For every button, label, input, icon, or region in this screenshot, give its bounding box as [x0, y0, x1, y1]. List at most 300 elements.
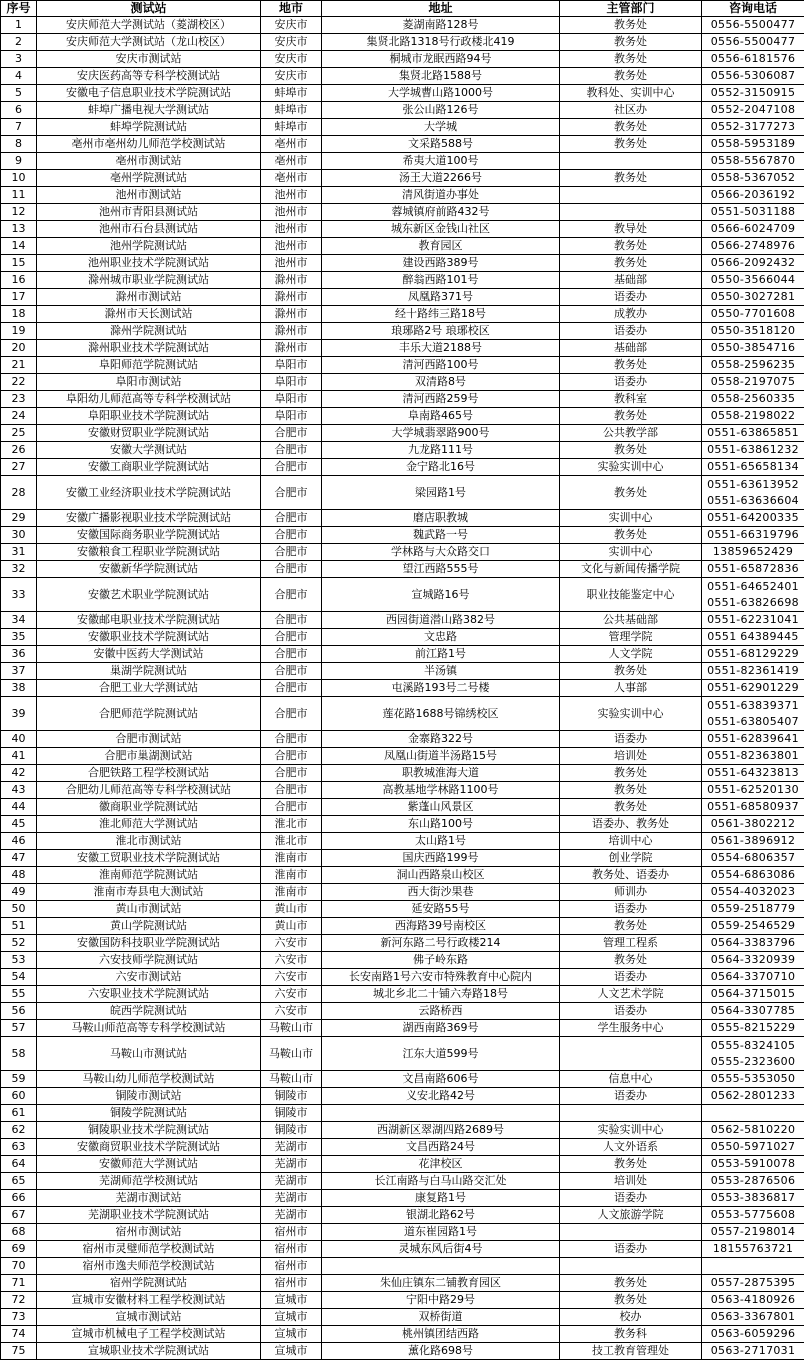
table-row — [1, 289, 804, 306]
cell-address: 文忠路 — [322, 629, 560, 646]
cell-no: 10 — [1, 170, 37, 187]
table-row — [1, 204, 804, 221]
cell-department: 教务处 — [560, 119, 702, 136]
cell-no: 14 — [1, 238, 37, 255]
cell-site: 合肥市巢湖测试站 — [37, 748, 261, 765]
cell-city: 池州市 — [261, 255, 322, 272]
cell-phone: 0551-68129229 — [702, 646, 804, 663]
cell-phone: 0555-8215229 — [702, 1020, 804, 1037]
cell-city: 蚌埠市 — [261, 119, 322, 136]
cell-site: 黄山市测试站 — [37, 901, 261, 918]
cell-address: 清河西路259号 — [322, 391, 560, 408]
table-row — [1, 646, 804, 663]
cell-address: 长江南路与白马山路交汇处 — [322, 1173, 560, 1190]
table-row — [1, 612, 804, 629]
cell-no: 1 — [1, 17, 37, 34]
cell-site: 滁州职业技术学院测试站 — [37, 340, 261, 357]
cell-department: 管理学院 — [560, 629, 702, 646]
cell-department: 文化与新闻传播学院 — [560, 561, 702, 578]
cell-city: 马鞍山市 — [261, 1020, 322, 1037]
cell-city: 池州市 — [261, 221, 322, 238]
cell-city: 亳州市 — [261, 170, 322, 187]
cell-site: 安徽中医药大学测试站 — [37, 646, 261, 663]
cell-phone: 0558-5953189 — [702, 136, 804, 153]
header-phone: 咨询电话 — [702, 1, 804, 17]
cell-department: 培训处 — [560, 1173, 702, 1190]
cell-address: 道东崔园路1号 — [322, 1224, 560, 1241]
cell-address: 薰化路698号 — [322, 1343, 560, 1360]
cell-city: 六安市 — [261, 986, 322, 1003]
cell-site: 滁州学院测试站 — [37, 323, 261, 340]
cell-site: 宣城职业技术学院测试站 — [37, 1343, 261, 1360]
table-row — [1, 442, 804, 459]
cell-site: 安徽师范大学测试站 — [37, 1156, 261, 1173]
cell-phone: 0564-3715015 — [702, 986, 804, 1003]
cell-city: 合肥市 — [261, 629, 322, 646]
cell-phone: 0551-62231041 — [702, 612, 804, 629]
cell-no: 48 — [1, 867, 37, 884]
cell-department: 人文艺术学院 — [560, 986, 702, 1003]
cell-city: 合肥市 — [261, 799, 322, 816]
cell-department — [560, 204, 702, 221]
table-row — [1, 850, 804, 867]
cell-site: 蚌埠广播电视大学测试站 — [37, 102, 261, 119]
cell-site: 芜湖市测试站 — [37, 1190, 261, 1207]
cell-no: 55 — [1, 986, 37, 1003]
cell-phone: 0551-62520130 — [702, 782, 804, 799]
cell-city: 池州市 — [261, 187, 322, 204]
table-row — [1, 1275, 804, 1292]
cell-city: 宿州市 — [261, 1241, 322, 1258]
cell-department — [560, 1037, 702, 1071]
cell-phone: 0566-2092432 — [702, 255, 804, 272]
cell-city: 滁州市 — [261, 289, 322, 306]
cell-city: 芜湖市 — [261, 1173, 322, 1190]
cell-address: 丰乐大道2188号 — [322, 340, 560, 357]
cell-address: 金宁路北16号 — [322, 459, 560, 476]
cell-address: 菱湖南路128号 — [322, 17, 560, 34]
cell-city: 亳州市 — [261, 153, 322, 170]
cell-address: 延安路55号 — [322, 901, 560, 918]
cell-phone: 0566-2748976 — [702, 238, 804, 255]
cell-department: 基础部 — [560, 340, 702, 357]
cell-department: 实验实训中心 — [560, 1122, 702, 1139]
cell-phone: 0551-63861232 — [702, 442, 804, 459]
cell-department: 教务处 — [560, 476, 702, 510]
cell-phone: 0551-68580937 — [702, 799, 804, 816]
cell-no: 68 — [1, 1224, 37, 1241]
cell-department: 教务处 — [560, 51, 702, 68]
cell-department: 教务处 — [560, 68, 702, 85]
cell-no: 63 — [1, 1139, 37, 1156]
cell-phone: 0551-63865851 — [702, 425, 804, 442]
cell-city: 宿州市 — [261, 1275, 322, 1292]
table-row — [1, 255, 804, 272]
cell-phone: 0561-3896912 — [702, 833, 804, 850]
cell-no: 58 — [1, 1037, 37, 1071]
cell-address: 希夷大道100号 — [322, 153, 560, 170]
cell-department: 教务处 — [560, 1156, 702, 1173]
cell-site: 安庆师范大学测试站（菱湖校区） — [37, 17, 261, 34]
cell-address: 九龙路111号 — [322, 442, 560, 459]
cell-no: 34 — [1, 612, 37, 629]
cell-address — [322, 1105, 560, 1122]
cell-city: 蚌埠市 — [261, 102, 322, 119]
cell-no: 62 — [1, 1122, 37, 1139]
cell-department: 教务处 — [560, 255, 702, 272]
cell-phone: 0566-6024709 — [702, 221, 804, 238]
cell-city: 合肥市 — [261, 697, 322, 731]
cell-address: 朱仙庄镇东二铺教育园区 — [322, 1275, 560, 1292]
table-row — [1, 629, 804, 646]
table-body — [1, 17, 804, 1360]
cell-address: 文昌西路24号 — [322, 1139, 560, 1156]
cell-city: 淮南市 — [261, 867, 322, 884]
cell-no: 45 — [1, 816, 37, 833]
cell-phone: 0551 64389445 — [702, 629, 804, 646]
cell-department: 师训办 — [560, 884, 702, 901]
cell-address: 佛子岭东路 — [322, 952, 560, 969]
cell-address: 云路桥西 — [322, 1003, 560, 1020]
cell-no: 74 — [1, 1326, 37, 1343]
cell-site: 铜陵职业技术学院测试站 — [37, 1122, 261, 1139]
cell-city: 宿州市 — [261, 1258, 322, 1275]
cell-address: 西海路39号南校区 — [322, 918, 560, 935]
cell-address: 紫蓬山风景区 — [322, 799, 560, 816]
cell-address: 屯溪路193号二号楼 — [322, 680, 560, 697]
table-header-row — [1, 1, 804, 17]
cell-phone: 0551-64323813 — [702, 765, 804, 782]
cell-department: 语委办、教务处 — [560, 816, 702, 833]
cell-no: 56 — [1, 1003, 37, 1020]
cell-no: 5 — [1, 85, 37, 102]
cell-city: 阜阳市 — [261, 374, 322, 391]
cell-address: 职教城淮海大道 — [322, 765, 560, 782]
cell-site: 安庆市测试站 — [37, 51, 261, 68]
table-row — [1, 901, 804, 918]
table-row — [1, 816, 804, 833]
cell-address: 江东大道599号 — [322, 1037, 560, 1071]
cell-site: 蚌埠学院测试站 — [37, 119, 261, 136]
cell-department: 教导处 — [560, 221, 702, 238]
cell-no: 61 — [1, 1105, 37, 1122]
cell-phone: 0552-2047108 — [702, 102, 804, 119]
cell-no: 2 — [1, 34, 37, 51]
cell-site: 阜阳职业技术学院测试站 — [37, 408, 261, 425]
cell-department — [560, 187, 702, 204]
cell-city: 池州市 — [261, 204, 322, 221]
cell-department: 职业技能鉴定中心 — [560, 578, 702, 612]
table-row — [1, 1309, 804, 1326]
cell-phone: 0556-5500477 — [702, 34, 804, 51]
cell-site: 六安技师学院测试站 — [37, 952, 261, 969]
cell-phone: 0558-2560335 — [702, 391, 804, 408]
cell-department: 语委办 — [560, 901, 702, 918]
cell-address: 琅琊路2号 琅琊校区 — [322, 323, 560, 340]
cell-site: 宣城市安徽材料工程学校测试站 — [37, 1292, 261, 1309]
cell-city: 阜阳市 — [261, 391, 322, 408]
cell-no: 41 — [1, 748, 37, 765]
cell-no: 69 — [1, 1241, 37, 1258]
cell-city: 淮南市 — [261, 850, 322, 867]
table-row — [1, 986, 804, 1003]
cell-phone: 0555-5353050 — [702, 1071, 804, 1088]
cell-city: 安庆市 — [261, 34, 322, 51]
table-row — [1, 782, 804, 799]
cell-city: 滁州市 — [261, 306, 322, 323]
cell-site: 合肥铁路工程学校测试站 — [37, 765, 261, 782]
table-row — [1, 918, 804, 935]
cell-department: 教务处 — [560, 527, 702, 544]
cell-department: 信息中心 — [560, 1071, 702, 1088]
cell-no: 35 — [1, 629, 37, 646]
cell-site: 马鞍山幼儿师范学校测试站 — [37, 1071, 261, 1088]
cell-no: 47 — [1, 850, 37, 867]
cell-site: 宿州市测试站 — [37, 1224, 261, 1241]
cell-city: 滁州市 — [261, 272, 322, 289]
cell-no: 31 — [1, 544, 37, 561]
cell-site: 铜陵市测试站 — [37, 1088, 261, 1105]
cell-address: 魏武路一号 — [322, 527, 560, 544]
cell-department: 管理工程系 — [560, 935, 702, 952]
table-row — [1, 408, 804, 425]
table-row — [1, 136, 804, 153]
cell-phone: 0556-6181576 — [702, 51, 804, 68]
table-row — [1, 323, 804, 340]
header-department: 主管部门 — [560, 1, 702, 17]
table-row — [1, 663, 804, 680]
cell-site: 淮北师范大学测试站 — [37, 816, 261, 833]
cell-no: 26 — [1, 442, 37, 459]
cell-address: 太山路1号 — [322, 833, 560, 850]
cell-address: 集贤北路1588号 — [322, 68, 560, 85]
table-row — [1, 459, 804, 476]
cell-phone: 0557-2875395 — [702, 1275, 804, 1292]
cell-no: 60 — [1, 1088, 37, 1105]
cell-department: 实验实训中心 — [560, 459, 702, 476]
cell-phone: 0551-5031188 — [702, 204, 804, 221]
cell-city: 合肥市 — [261, 561, 322, 578]
cell-phone: 0550-3854716 — [702, 340, 804, 357]
cell-no: 49 — [1, 884, 37, 901]
cell-department: 教务处 — [560, 357, 702, 374]
cell-no: 13 — [1, 221, 37, 238]
cell-site: 合肥工业大学测试站 — [37, 680, 261, 697]
cell-no: 20 — [1, 340, 37, 357]
cell-no: 59 — [1, 1071, 37, 1088]
cell-city: 黄山市 — [261, 918, 322, 935]
table-row — [1, 1071, 804, 1088]
cell-address: 磨店职教城 — [322, 510, 560, 527]
header-site: 测试站 — [37, 1, 261, 17]
cell-address: 建设西路389号 — [322, 255, 560, 272]
table-row — [1, 1241, 804, 1258]
cell-address: 望江西路555号 — [322, 561, 560, 578]
table-row — [1, 391, 804, 408]
cell-phone: 0558-2197075 — [702, 374, 804, 391]
cell-site: 池州市青阳县测试站 — [37, 204, 261, 221]
table-row — [1, 561, 804, 578]
cell-department: 教务处 — [560, 799, 702, 816]
cell-department: 语委办 — [560, 1190, 702, 1207]
cell-address: 城北乡北二十铺六寿路18号 — [322, 986, 560, 1003]
cell-address: 教育园区 — [322, 238, 560, 255]
cell-address: 集贤北路1318号行政楼北419 — [322, 34, 560, 51]
cell-phone: 0563-3367801 — [702, 1309, 804, 1326]
cell-address: 醉翁西路101号 — [322, 272, 560, 289]
cell-address: 国庆西路199号 — [322, 850, 560, 867]
table-row — [1, 1088, 804, 1105]
cell-department: 教务处 — [560, 952, 702, 969]
cell-site: 安徽商贸职业技术学院测试站 — [37, 1139, 261, 1156]
cell-city: 芜湖市 — [261, 1139, 322, 1156]
header-city: 地市 — [261, 1, 322, 17]
cell-department: 语委办 — [560, 731, 702, 748]
cell-site: 淮南师范学院测试站 — [37, 867, 261, 884]
cell-city: 铜陵市 — [261, 1122, 322, 1139]
cell-department: 教务处 — [560, 442, 702, 459]
cell-no: 27 — [1, 459, 37, 476]
cell-department: 教务处 — [560, 782, 702, 799]
cell-city: 淮北市 — [261, 833, 322, 850]
table-row — [1, 1207, 804, 1224]
table-row — [1, 527, 804, 544]
cell-no: 29 — [1, 510, 37, 527]
table-row — [1, 935, 804, 952]
cell-department: 教务处 — [560, 170, 702, 187]
cell-city: 合肥市 — [261, 646, 322, 663]
cell-address: 半汤镇 — [322, 663, 560, 680]
cell-address: 桐城市龙眠西路94号 — [322, 51, 560, 68]
cell-phone: 0558-5567870 — [702, 153, 804, 170]
cell-address: 阜南路465号 — [322, 408, 560, 425]
table-row — [1, 867, 804, 884]
cell-city: 铜陵市 — [261, 1105, 322, 1122]
cell-department: 实训中心 — [560, 544, 702, 561]
cell-department: 语委办 — [560, 1241, 702, 1258]
table-row — [1, 1173, 804, 1190]
cell-department: 教务处 — [560, 765, 702, 782]
cell-city: 合肥市 — [261, 459, 322, 476]
table-row — [1, 1037, 804, 1071]
cell-no: 57 — [1, 1020, 37, 1037]
cell-city: 淮南市 — [261, 884, 322, 901]
cell-phone: 0551-64200335 — [702, 510, 804, 527]
cell-site: 安徽粮食工程职业学院测试站 — [37, 544, 261, 561]
cell-department: 校办 — [560, 1309, 702, 1326]
cell-department: 语委办 — [560, 374, 702, 391]
cell-address: 清河西路100号 — [322, 357, 560, 374]
cell-site: 池州职业技术学院测试站 — [37, 255, 261, 272]
cell-department: 教务处 — [560, 1275, 702, 1292]
cell-city: 六安市 — [261, 952, 322, 969]
cell-phone: 0551-64652401 0551-63826698 — [702, 578, 804, 612]
cell-address: 西大街沙果巷 — [322, 884, 560, 901]
cell-address: 城东新区金钱山社区 — [322, 221, 560, 238]
cell-phone: 0553-5910078 — [702, 1156, 804, 1173]
cell-site: 芜湖职业技术学院测试站 — [37, 1207, 261, 1224]
table-row — [1, 1292, 804, 1309]
cell-site: 安庆师范大学测试站（龙山校区） — [37, 34, 261, 51]
table-row — [1, 119, 804, 136]
cell-site: 徽商职业学院测试站 — [37, 799, 261, 816]
cell-city: 蚌埠市 — [261, 85, 322, 102]
table-row — [1, 425, 804, 442]
table-row — [1, 578, 804, 612]
cell-no: 37 — [1, 663, 37, 680]
header-no: 序号 — [1, 1, 37, 17]
cell-phone: 0564-3320939 — [702, 952, 804, 969]
cell-city: 池州市 — [261, 238, 322, 255]
cell-site: 滁州市测试站 — [37, 289, 261, 306]
cell-city: 合肥市 — [261, 442, 322, 459]
cell-department: 技工教育管理处 — [560, 1343, 702, 1360]
table-row — [1, 170, 804, 187]
cell-department: 语委办 — [560, 323, 702, 340]
cell-no: 8 — [1, 136, 37, 153]
cell-site: 安徽工业经济职业技术学院测试站 — [37, 476, 261, 510]
cell-department: 实训中心 — [560, 510, 702, 527]
cell-address: 大学城曹山路1000号 — [322, 85, 560, 102]
cell-phone: 0564-3383796 — [702, 935, 804, 952]
cell-site: 黄山学院测试站 — [37, 918, 261, 935]
table-row — [1, 969, 804, 986]
cell-city: 宿州市 — [261, 1224, 322, 1241]
cell-no: 21 — [1, 357, 37, 374]
cell-city: 宣城市 — [261, 1292, 322, 1309]
cell-city: 合肥市 — [261, 476, 322, 510]
cell-no: 71 — [1, 1275, 37, 1292]
cell-phone: 0556-5500477 — [702, 17, 804, 34]
cell-phone: 0563-4180926 — [702, 1292, 804, 1309]
cell-phone: 0555-8324105 0555-2323600 — [702, 1037, 804, 1071]
cell-no: 18 — [1, 306, 37, 323]
cell-department: 公共教学部 — [560, 425, 702, 442]
cell-address: 梁园路1号 — [322, 476, 560, 510]
table-row — [1, 340, 804, 357]
cell-site: 安徽新华学院测试站 — [37, 561, 261, 578]
cell-city: 铜陵市 — [261, 1088, 322, 1105]
cell-address: 西园街道潜山路382号 — [322, 612, 560, 629]
table-row — [1, 1190, 804, 1207]
cell-department: 基础部 — [560, 272, 702, 289]
cell-no: 11 — [1, 187, 37, 204]
cell-phone: 0551-62901229 — [702, 680, 804, 697]
cell-address — [322, 1258, 560, 1275]
cell-phone: 0551-63613952 0551-63636604 — [702, 476, 804, 510]
cell-phone: 0551-65658134 — [702, 459, 804, 476]
table-row — [1, 1326, 804, 1343]
cell-city: 六安市 — [261, 1003, 322, 1020]
cell-address: 凤凰路371号 — [322, 289, 560, 306]
cell-phone: 0558-2596235 — [702, 357, 804, 374]
cell-city: 宣城市 — [261, 1326, 322, 1343]
cell-phone: 0551-82361419 — [702, 663, 804, 680]
cell-phone: 0557-2198014 — [702, 1224, 804, 1241]
cell-department: 教科处、实训中心 — [560, 85, 702, 102]
cell-department: 人文学院 — [560, 646, 702, 663]
cell-city: 宣城市 — [261, 1343, 322, 1360]
cell-site: 池州学院测试站 — [37, 238, 261, 255]
cell-department: 教务处 — [560, 17, 702, 34]
cell-no: 72 — [1, 1292, 37, 1309]
cell-phone: 0554-6863086 — [702, 867, 804, 884]
cell-site: 宣城市测试站 — [37, 1309, 261, 1326]
cell-site: 合肥市测试站 — [37, 731, 261, 748]
table-row — [1, 272, 804, 289]
cell-city: 合肥市 — [261, 612, 322, 629]
cell-city: 滁州市 — [261, 340, 322, 357]
